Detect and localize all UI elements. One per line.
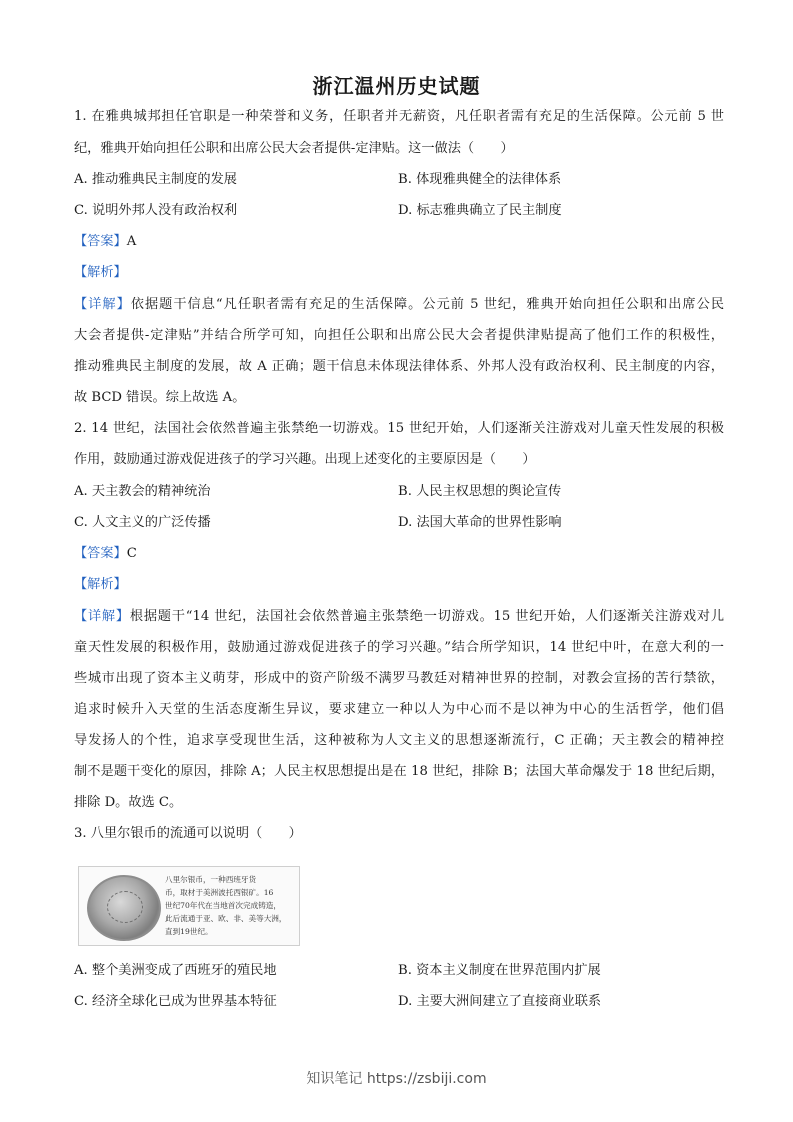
q3-coin-figure	[78, 866, 300, 946]
q2-answer-tag: 【答案】	[74, 546, 127, 561]
footer-watermark: 知识笔记 https://zsbiji.com	[306, 1071, 487, 1087]
q2-stem-line-2: 作用，鼓励通过游戏促进孩子的学习兴趣。出现上述变化的主要原因是（ ）	[74, 452, 536, 467]
q2-detail-line-4: 追求时候升入天堂的生活态度渐生异议，要求建立一种以人为中心而不是以神为中心的生活哲学，他们倡	[74, 702, 724, 717]
coin-emblem	[107, 891, 143, 923]
q2-detail-line-7: 排除 D。故选 C。	[74, 795, 183, 810]
caption-line-3: 世纪70年代在当地首次完成铸造，	[165, 901, 281, 910]
q2-detail-line-1	[74, 608, 724, 626]
q3-option-a: A. 整个美洲变成了西班牙的殖民地	[74, 963, 277, 978]
q2-detail-line-2: 童天性发展的积极作用，鼓励通过游戏促进孩子的学习兴趣。”结合所学知识，14 世纪中叶，在意大利的一	[74, 640, 724, 655]
q3-option-c: C. 经济全球化已成为世界基本特征	[74, 994, 277, 1009]
q1-option-d: D. 标志雅典确立了民主制度	[398, 203, 562, 218]
q2-option-a: A. 天主教会的精神统治	[74, 484, 211, 499]
q2-option-b: B. 人民主权思想的舆论宣传	[398, 484, 562, 499]
q2-answer	[74, 545, 724, 563]
q2-detail-line-3: 些城市出现了资本主义萌芽，形成中的资产阶级不满罗马教廷对精神世界的控制，对教会宣扬的苦行禁欲，	[74, 671, 724, 686]
q2-detail-text-1: 根据题干“14 世纪，法国社会依然普遍主张禁绝一切游戏。15 世纪开始，人们逐渐关注游戏对儿	[129, 609, 724, 624]
silver-coin-image	[87, 875, 161, 941]
q1-option-a: A. 推动雅典民主制度的发展	[74, 172, 237, 187]
page-title: 浙江温州历史试题	[312, 74, 481, 98]
q1-detail-tag: 【详解】	[74, 297, 131, 312]
q1-detail-line-4: 故 BCD 错误。综上故选 A。	[74, 390, 246, 405]
q1-detail-line-2: 大会者提供-定津贴”并结合所学可知，向担任公职和出席公民大会者提供津贴提高了他们工作的积极性，	[74, 328, 724, 343]
caption-line-2: 币，取材于美洲波托西银矿。16	[165, 888, 274, 897]
q2-detail-tag: 【详解】	[74, 609, 130, 624]
q3-stem: 3. 八里尔银币的流通可以说明（ ）	[74, 826, 302, 841]
q1-detail-text-1: 依据题干信息“凡任职者需有充足的生活保障。公元前 5 世纪，雅典开始向担任公职和出席公民	[130, 297, 724, 312]
q2-option-c: C. 人文主义的广泛传播	[74, 515, 211, 530]
q3-option-b: B. 资本主义制度在世界范围内扩展	[398, 963, 601, 978]
q1-detail-line-1	[74, 296, 724, 314]
q2-analysis-tag: 【解析】	[74, 577, 127, 592]
q1-option-c: C. 说明外邦人没有政治权利	[74, 203, 238, 218]
q1-answer	[74, 233, 724, 251]
q3-option-d: D. 主要大洲间建立了直接商业联系	[398, 994, 602, 1009]
caption-line-1: 八里尔银币，一种西班牙货	[165, 875, 257, 884]
q1-stem-line-2: 纪，雅典开始向担任公职和出席公民大会者提供-定津贴。这一做法（ ）	[74, 141, 514, 156]
q1-analysis-tag: 【解析】	[74, 265, 127, 280]
q1-stem-line-1: 1. 在雅典城邦担任官职是一种荣誉和义务，任职者并无薪资，凡任职者需有充足的生活保障。公元前 5 世	[74, 109, 724, 124]
q2-detail-line-6: 制不是题干变化的原因，排除 A；人民主权思想提出是在 18 世纪，排除 B；法国大革命爆发于 18 世纪后期，	[74, 764, 724, 779]
q1-detail-line-3: 推动雅典民主制度的发展，故 A 正确；题干信息未体现法律体系、外邦人没有政治权利、民主制度的内容，	[74, 359, 724, 374]
q2-option-d: D. 法国大革命的世界性影响	[398, 515, 562, 530]
q2-stem-line-1: 2. 14 世纪，法国社会依然普遍主张禁绝一切游戏。15 世纪开始，人们逐渐关注游戏对儿童天性发展的积极	[74, 421, 724, 436]
q3-figure-caption	[165, 873, 293, 938]
q1-answer-value: A	[126, 234, 137, 249]
q2-answer-value: C	[126, 546, 137, 561]
q2-detail-line-5: 导发扬人的个性，追求享受现世生活，这种被称为人文主义的思想逐渐流行，C 正确；天主教会的精神控	[74, 733, 724, 748]
caption-line-5: 直到19世纪。	[165, 927, 213, 936]
caption-line-4: 此后流通于亚、欧、非、美等大洲，	[165, 914, 287, 923]
q1-answer-tag: 【答案】	[74, 234, 127, 249]
q1-option-b: B. 体现雅典健全的法律体系	[398, 172, 562, 187]
